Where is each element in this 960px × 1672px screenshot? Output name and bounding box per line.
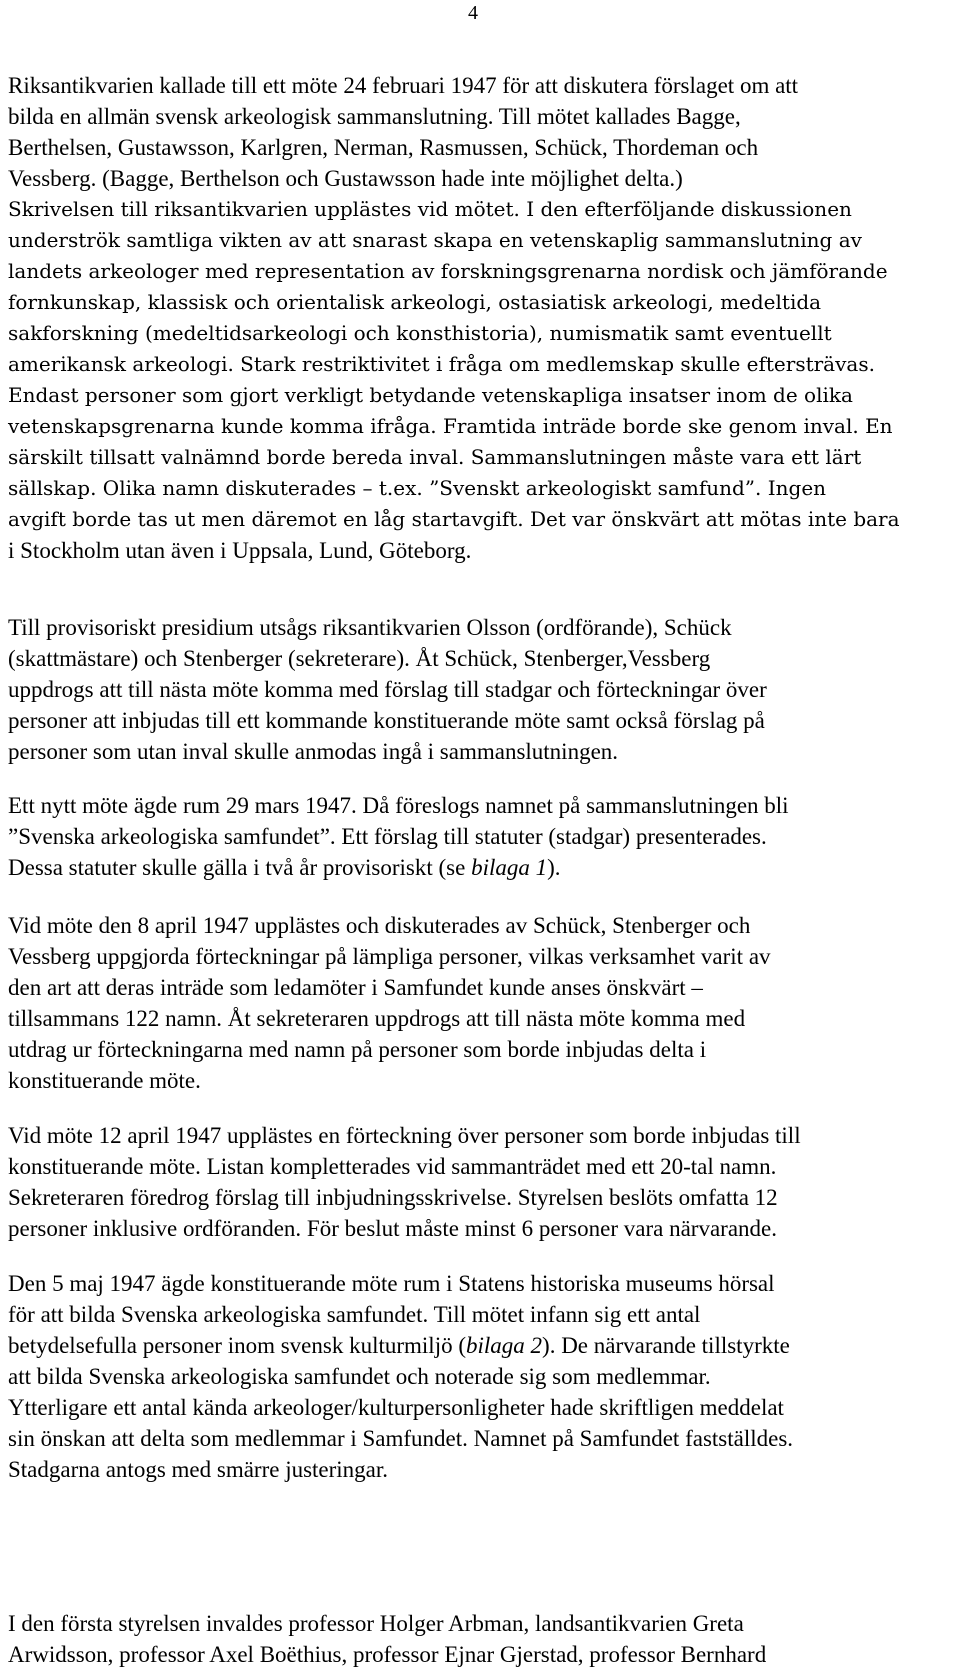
- text-line: avgift borde tas ut men däremot en låg startavgift. Det var önskvärt att mötas inte bara: [8, 507, 900, 531]
- text-line: [8, 1330, 960, 1361]
- text-line: Sekreteraren föredrog förslag till inbjudningsskrivelse. Styrelsen beslöts omfatta 12: [8, 1185, 778, 1210]
- paragraph-7: [8, 1608, 960, 1670]
- text-line: uppdrogs att till nästa möte komma med förslag till stadgar och förteckningar över: [8, 677, 767, 702]
- page-number: 4: [468, 2, 478, 24]
- text-line: konstituerande möte.: [8, 1068, 201, 1093]
- text-line: underströk samtliga vikten av att snarast skapa en vetenskaplig sammanslutning av: [8, 228, 862, 252]
- text-line: för att bilda Svenska arkeologiska samfundet. Till mötet infann sig ett antal: [8, 1302, 701, 1327]
- text-line: (skattmästare) och Stenberger (sekreterare). Åt Schück, Stenberger,Vessberg: [8, 646, 711, 671]
- paragraph-5: [8, 1120, 960, 1244]
- text-line: ”Svenska arkeologiska samfundet”. Ett förslag till statuter (stadgar) presenterades.: [8, 824, 767, 849]
- text-line: Stadgarna antogs med smärre justeringar.: [8, 1457, 389, 1482]
- paragraph-2: [8, 612, 960, 767]
- text-line: Vessberg. (Bagge, Berthelson och Gustawsson hade inte möjlighet delta.): [8, 166, 683, 191]
- text-line: bilda en allmän svensk arkeologisk sammanslutning. Till mötet kallades Bagge,: [8, 104, 741, 129]
- text-line: den art att deras inträde som ledamöter i Samfundet kunde anses önskvärt –: [8, 975, 703, 1000]
- text-line: särskilt tillsatt valnämnd borde bereda inval. Sammanslutningen måste vara ett lärt: [8, 445, 862, 469]
- text-line: konstituerande möte. Listan kompletterades vid sammanträdet med ett 20-tal namn.: [8, 1154, 777, 1179]
- text-line: Vessberg uppgjorda förteckningar på lämpliga personer, vilkas verksamhet varit av: [8, 944, 771, 969]
- text-line: I den första styrelsen invaldes professor Holger Arbman, landsantikvarien Greta: [8, 1611, 744, 1636]
- text-line: Vid möte 12 april 1947 upplästes en förteckning över personer som borde inbjudas till: [8, 1123, 801, 1148]
- text-segment: Dessa statuter skulle gälla i två år provisoriskt (se: [8, 855, 472, 880]
- text-segment: ). De närvarande tillstyrkte: [542, 1333, 790, 1358]
- text-line: landets arkeologer med representation av forskningsgrenarna nordisk och jämförande: [8, 259, 888, 283]
- text-line: Riksantikvarien kallade till ett möte 24 februari 1947 för att diskutera förslaget om att: [8, 73, 799, 98]
- text-line: att bilda Svenska arkeologiska samfundet och noterade sig som medlemmar.: [8, 1364, 711, 1389]
- text-line: Endast personer som gjort verkligt betydande vetenskapliga insatser inom de olika: [8, 383, 853, 407]
- text-line: amerikansk arkeologi. Stark restriktivitet i fråga om medlemskap skulle eftersträvas.: [8, 352, 875, 376]
- text-line: Ett nytt möte ägde rum 29 mars 1947. Då föreslogs namnet på sammanslutningen bli: [8, 793, 789, 818]
- text-segment: betydelsefulla personer inom svensk kulturmiljö (: [8, 1333, 466, 1358]
- paragraph-1: [8, 70, 960, 566]
- text-line: Skrivelsen till riksantikvarien upplästes vid mötet. I den efterföljande diskussionen: [8, 197, 852, 221]
- text-line: vetenskapsgrenarna kunde komma ifråga. Framtida inträde borde ske genom inval. En: [8, 414, 893, 438]
- text-line: Berthelsen, Gustawsson, Karlgren, Nerman, Rasmussen, Schück, Thordeman och: [8, 135, 759, 160]
- text-line: Arwidsson, professor Axel Boëthius, professor Ejnar Gjerstad, professor Bernhard: [8, 1642, 767, 1667]
- text-line: sakforskning (medeltidsarkeologi och konsthistoria), numismatik samt eventuellt: [8, 321, 832, 345]
- paragraph-6: [8, 1268, 960, 1485]
- bilaga-reference: bilaga 2: [466, 1333, 543, 1358]
- text-line: tillsammans 122 namn. Åt sekreteraren uppdrogs att till nästa möte komma med: [8, 1006, 746, 1031]
- paragraph-3: [8, 790, 960, 883]
- text-segment: ).: [547, 855, 561, 880]
- text-line: personer att inbjudas till ett kommande konstituerande möte samt också förslag på: [8, 708, 765, 733]
- text-line: Till provisoriskt presidium utsågs riksantikvarien Olsson (ordförande), Schück: [8, 615, 732, 640]
- text-line: fornkunskap, klassisk och orientalisk arkeologi, ostasiatisk arkeologi, medeltida: [8, 290, 822, 314]
- paragraph-4: [8, 910, 960, 1096]
- bilaga-reference: bilaga 1: [471, 855, 548, 880]
- text-line: Vid möte den 8 april 1947 upplästes och diskuterades av Schück, Stenberger och: [8, 913, 751, 938]
- text-line: utdrag ur förteckningarna med namn på personer som borde inbjudas delta i: [8, 1037, 707, 1062]
- text-line: sin önskan att delta som medlemmar i Samfundet. Namnet på Samfundet fastställdes.: [8, 1426, 794, 1451]
- text-line: Den 5 maj 1947 ägde konstituerande möte rum i Statens historiska museums hörsal: [8, 1271, 775, 1296]
- text-line: Ytterligare ett antal kända arkeologer/kulturpersonligheter hade skriftligen meddelat: [8, 1395, 784, 1420]
- text-line: sällskap. Olika namn diskuterades – t.ex. ”Svenskt arkeologiskt samfund”. Ingen: [8, 476, 827, 500]
- text-line: personer som utan inval skulle anmodas ingå i sammanslutningen.: [8, 739, 619, 764]
- text-line: [8, 852, 960, 883]
- text-line: personer inklusive ordföranden. För beslut måste minst 6 personer vara närvarande.: [8, 1216, 777, 1241]
- text-line: i Stockholm utan även i Uppsala, Lund, Göteborg.: [8, 538, 472, 563]
